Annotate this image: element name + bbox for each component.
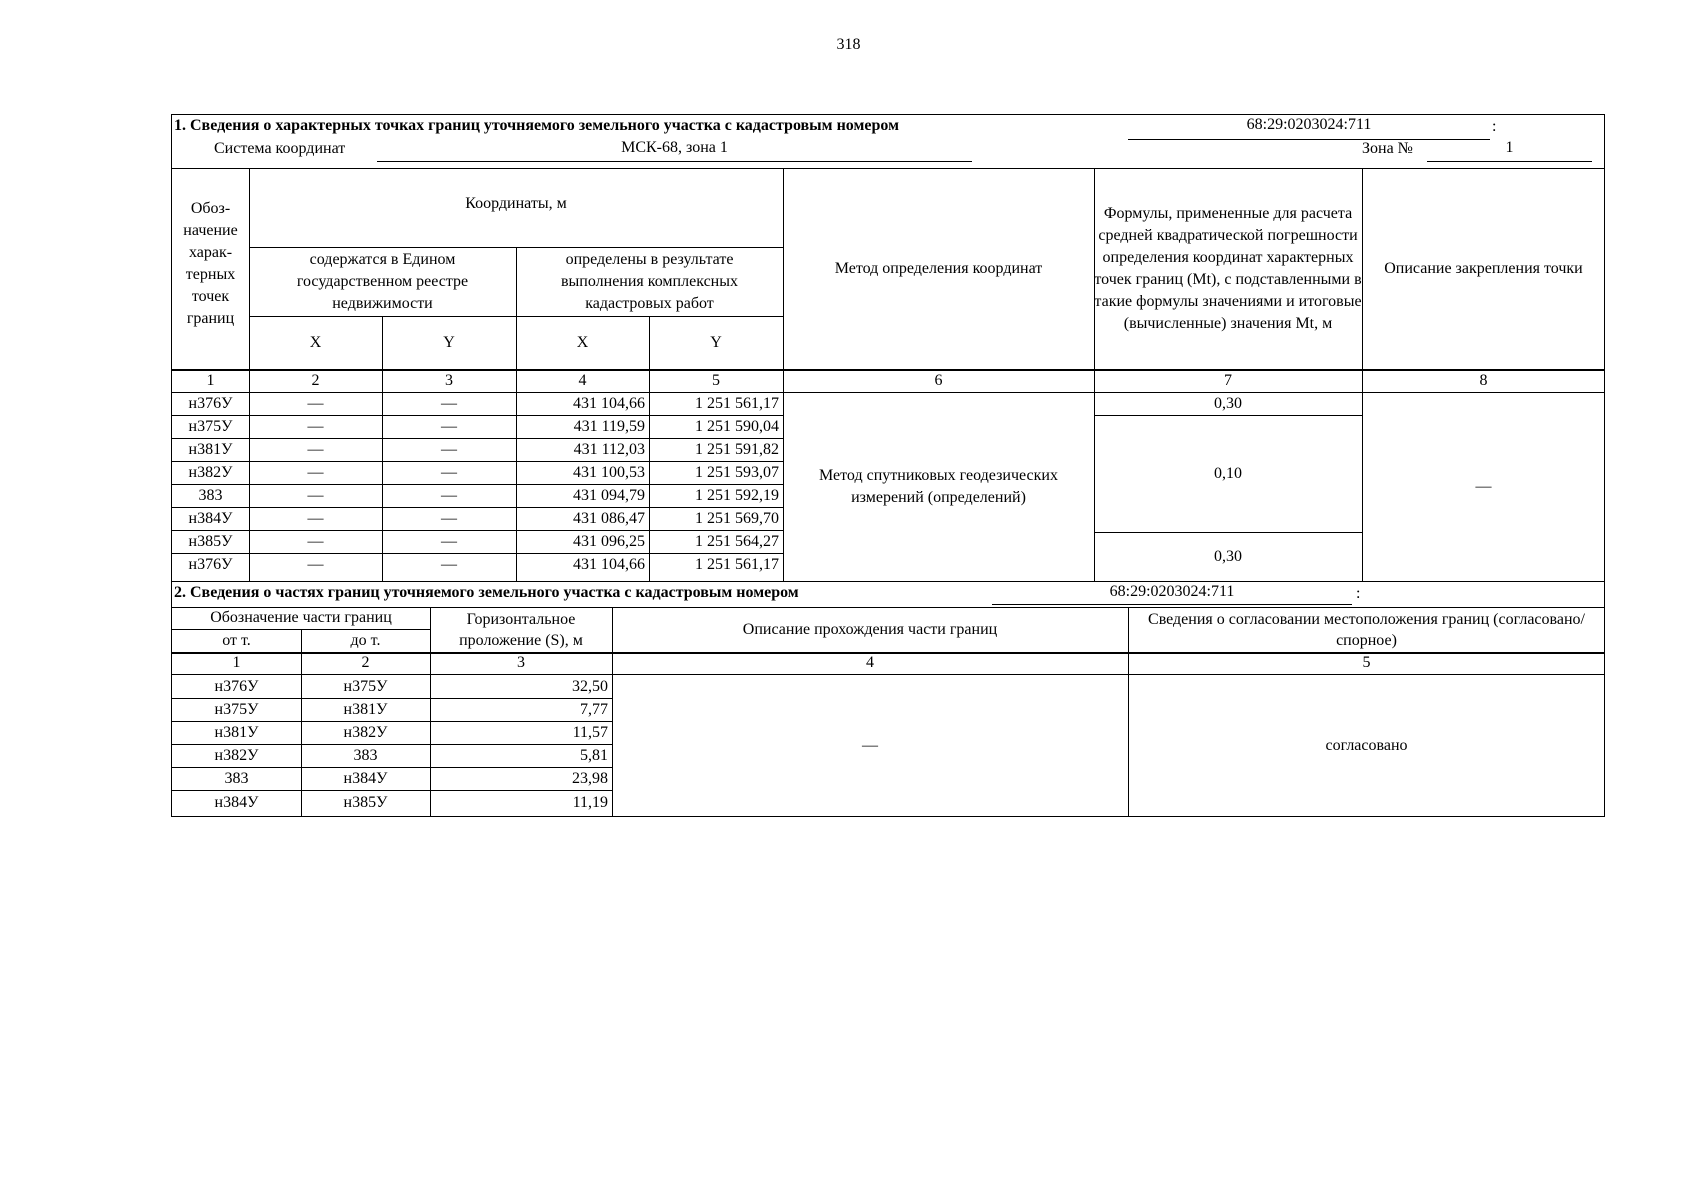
from-point: н381У: [214, 723, 259, 741]
horizontal-distance: 5,81: [580, 746, 608, 764]
method-value: Метод спутниковых геодезических измерений (определений): [819, 467, 1058, 506]
point-id: н375У: [188, 417, 233, 435]
section-2-title: 2. Сведения о частях границ уточняемого земельного участка с кадастровым номером: [174, 584, 799, 601]
x-coordinate: 431 112,03: [573, 440, 645, 458]
header-x-egrn: X: [309, 333, 322, 351]
agreement-value: согласовано: [1325, 736, 1408, 754]
point-id: н384У: [188, 509, 233, 527]
to-point: н381У: [343, 700, 388, 718]
y-coordinate: 1 251 592,19: [695, 486, 779, 504]
coord-system-value: МСК-68, зона 1: [621, 139, 728, 156]
to-point: н375У: [343, 677, 388, 695]
x-egrn: —: [307, 555, 324, 573]
point-id: н385У: [188, 532, 233, 550]
y-egrn: —: [441, 555, 457, 573]
section-2-cadastral-number: 68:29:0203024:711: [1109, 583, 1235, 600]
y-egrn: —: [441, 463, 457, 481]
col-number: 3: [445, 371, 453, 389]
y-coordinate: 1 251 561,17: [695, 555, 779, 573]
header-agreement: Сведения о согласовании местоположения границ (согласовано/спорное): [1148, 610, 1585, 649]
x-coordinate: 431 104,66: [573, 394, 645, 412]
x-egrn: —: [307, 463, 324, 481]
y-egrn: —: [441, 394, 457, 412]
mt-value: 0,10: [1214, 464, 1242, 482]
y-egrn: —: [441, 532, 457, 550]
y-coordinate: 1 251 590,04: [695, 417, 779, 435]
point-id: н381У: [188, 440, 233, 458]
section-2-table: 2. Сведения о частях границ уточняемого земельного участка с кадастровым номером 68:29:0203024:711 : Обозначение части границ от т. до т. Горизонтальное проложение (S), м Описание прохождения части границ Сведения о согласовании местоположения границ (согласовано/спорное) 1 2 3 4 5 н376У н375У 32,50 н375У н381У 7,77 н381У н382У 11,57 н382У 383 5,81 383 н384У 23,98 н384У н385У 11,19 — согласовано: [171, 581, 1605, 817]
x-egrn: —: [307, 509, 324, 527]
header-description: Описание прохождения части границ: [742, 620, 998, 638]
col-number: 2: [311, 371, 320, 389]
point-id: н376У: [188, 394, 233, 412]
to-point: н382У: [343, 723, 388, 741]
y-coordinate: 1 251 593,07: [695, 463, 779, 481]
y-egrn: —: [441, 509, 457, 527]
header-method: Метод определения координат: [834, 259, 1043, 277]
horizontal-distance: 11,19: [572, 794, 608, 811]
x-egrn: —: [307, 440, 324, 458]
point-id: н382У: [188, 463, 233, 481]
x-coordinate: 431 096,25: [573, 532, 645, 550]
col-number: 5: [1362, 654, 1371, 671]
x-coordinate: 431 119,59: [573, 417, 645, 435]
header-y-egrn: Y: [443, 333, 455, 351]
coord-system-label: Система координат: [214, 140, 346, 157]
from-point: н376У: [214, 677, 259, 695]
header-cadastral-works: определены в результате выполнения комплексных кадастровых работ: [560, 250, 738, 312]
header-coordinates: Координаты, м: [465, 195, 567, 212]
section-1-title: 1. Сведения о характерных точках границ уточняемого земельного участка с кадастровым номером: [174, 117, 899, 134]
mt-value: 0,30: [1214, 394, 1242, 412]
col-number: 1: [206, 371, 215, 389]
x-egrn: —: [307, 486, 324, 504]
to-point: н385У: [343, 794, 388, 811]
point-id: н376У: [188, 555, 233, 573]
y-coordinate: 1 251 561,17: [695, 394, 779, 412]
col-number: 6: [934, 371, 943, 389]
description-value: —: [862, 736, 878, 754]
from-point: н375У: [214, 700, 259, 718]
horizontal-distance: 32,50: [572, 677, 608, 695]
y-coordinate: 1 251 591,82: [695, 440, 779, 458]
x-coordinate: 431 104,66: [573, 555, 645, 573]
header-part-designation: Обозначение части границ: [210, 609, 392, 626]
y-egrn: —: [441, 440, 457, 458]
x-coordinate: 431 100,53: [573, 463, 645, 481]
header-x: X: [576, 333, 589, 351]
col-number: 2: [361, 654, 370, 671]
col-number: 7: [1224, 371, 1232, 389]
fixing-value: —: [1475, 478, 1492, 495]
header-designation: Обоз-начение харак-терных точек границ: [183, 200, 238, 327]
horizontal-distance: 7,77: [580, 700, 608, 718]
col-number: 1: [232, 654, 241, 671]
y-coordinate: 1 251 564,27: [695, 532, 779, 550]
header-y: Y: [710, 333, 722, 351]
point-id: 383: [198, 486, 223, 504]
section-1-table: 1. Сведения о характерных точках границ уточняемого земельного участка с кадастровым номером 68:29:0203024:711 : Система координат МСК-68, зона 1 Зона № 1 Обоз-начение харак-терных точек границ Координаты, м содержатся в Едином государственном реестре недвижимости определены в результате выполнения комплексных кадастровых работ X Y X Y Метод определения координат Формулы, примененные для расчета средней квадратической погрешности определения координат характерных точек границ (Mt), с подставленными в такие формулы значениями и итоговые (вычисленные) значения Mt, м Описание закрепления точки 1 2 3 4 5 6 7 8 н376У — — 431 104,66 1 251 561,17 н375У — — 431 119,59 1 251 590,04 н381У — — 431 112,03 1 251 591,82 н382У — — 431 100,53 1 251 593,07 383 — — 431 094,79 1 251 592,19 н384У — — 431 086,47 1 251 569,70 н385У — — 431 096,25 1 251 564,27 н376У — — 431 104,66 1 251 561,17 Метод спутниковых геодезических измерений (определений) 0,30 0,10 0,30 —: [171, 114, 1605, 581]
horizontal-distance: 11,57: [572, 723, 608, 741]
col-number: 8: [1479, 371, 1488, 389]
page-number: 318: [836, 36, 861, 53]
header-to: до т.: [350, 631, 381, 649]
col-number: 3: [517, 654, 525, 671]
x-coordinate: 431 094,79: [573, 486, 645, 504]
y-coordinate: 1 251 569,70: [695, 509, 779, 527]
col-number: 4: [578, 371, 587, 389]
from-point: н384У: [214, 794, 259, 811]
y-egrn: —: [441, 486, 457, 504]
x-egrn: —: [307, 417, 324, 435]
from-point: н382У: [214, 746, 259, 764]
col-number: 4: [866, 654, 874, 671]
header-fixing: Описание закрепления точки: [1384, 259, 1583, 277]
from-point: 383: [224, 769, 249, 787]
header-horizontal: Горизонтальное проложение (S), м: [459, 610, 583, 649]
y-egrn: —: [441, 417, 457, 435]
mt-value: 0,30: [1214, 548, 1242, 565]
to-point: 383: [353, 746, 378, 764]
cadastral-document: [171, 114, 1605, 817]
header-formulas: Формулы, примененные для расчета средней квадратической погрешности определения координат характерных точек границ (Mt), с подставленными в такие формулы значениями и итоговые (вычисленные) значения Mt, м: [1094, 204, 1362, 332]
x-egrn: —: [307, 532, 324, 550]
zone-value: 1: [1505, 139, 1514, 156]
header-egrn: содержатся в Едином государственном реестре недвижимости: [296, 250, 469, 312]
section-1-cadastral-number: 68:29:0203024:711: [1246, 116, 1372, 133]
col-number: 5: [712, 371, 720, 389]
x-egrn: —: [307, 394, 324, 412]
horizontal-distance: 23,98: [572, 769, 608, 787]
to-point: н384У: [343, 769, 388, 787]
header-from: от т.: [222, 631, 251, 649]
zone-label: Зона №: [1362, 140, 1413, 157]
x-coordinate: 431 086,47: [573, 509, 645, 527]
